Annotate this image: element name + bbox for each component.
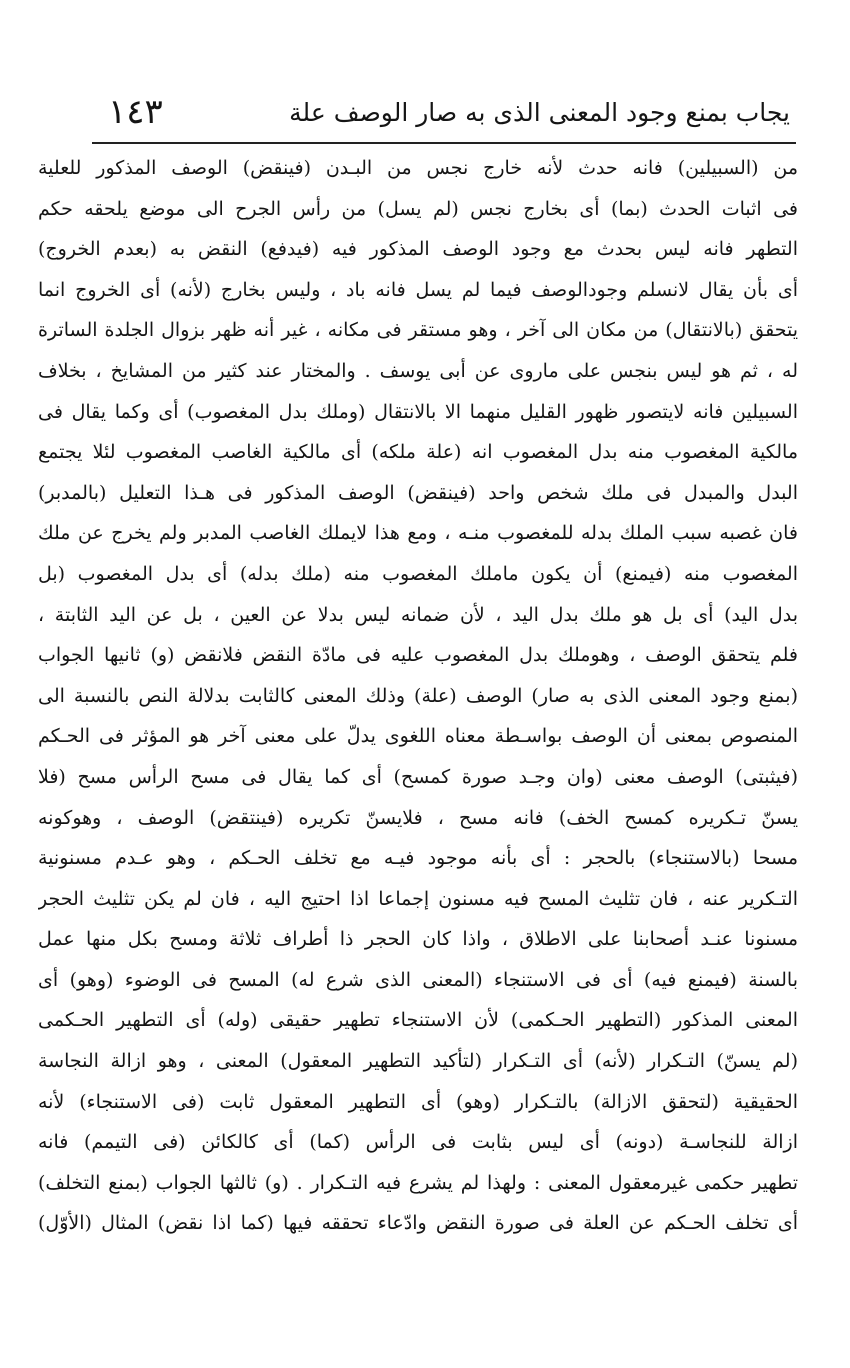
- page-number: ١٤٣: [108, 92, 163, 132]
- text-line: المغصوب منه (فيمنع) أن يكون ماملك المغصوب منه (ملك بدله) أى بدل المغصوب (بل: [38, 562, 798, 585]
- text-line: مسحا (بالاستنجاء) بالحجر : أى بأنه موجود فيـه مع تخلف الحـكم ، وهو عـدم مسنونية: [38, 847, 798, 870]
- text-line: له ، ثم هو ليس بنجس على ماروى عن أبى يوسف . والمختار عند كثير من المشايخ ، بخلاف: [38, 359, 798, 382]
- text-line: البدل والمبدل فى ملك شخص واحد (فينقض) الوصف المذكور فى هـذا التعليل (بالمدبر): [38, 481, 798, 504]
- text-line: التـكرير عنه ، فان تثليث المسح فيه مسنون إجماعا اذا احتيج اليه ، فان لم يكن تثليث الحجر: [38, 887, 798, 910]
- text-line: التطهر فانه ليس بحدث مع وجود الوصف المذكور فيه (فيدفع) النقض به (بعدم الخروج): [38, 238, 798, 261]
- text-line: بالسنة (فيمنع فيه) أى فى الاستنجاء (المعنى الذى شرع له) المسح فى الوضوء (وهو) أى: [38, 968, 798, 991]
- text-line: المعنى المذكور (التطهير الحـكمى) لأن الاستنجاء تطهير حقيقى (وله) أى التطهير الحـكمى: [38, 1009, 798, 1032]
- page-header: [100, 92, 790, 136]
- text-line: تطهير حكمى غيرمعقول المعنى : ولهذا لم يشرع فيه التـكرار . (و) ثالثها الجواب (بمنع التخلف): [38, 1171, 798, 1194]
- text-line: (فيثبتى) الوصف معنى (وان وجـد صورة كمسح) أى كما يقال فى مسح الرأس مسح (فلا: [38, 765, 798, 788]
- text-line: يتحقق (بالانتقال) من مكان الى آخر ، وهو مستقر فى مكانه ، غير أنه ظهر بزوال الجلدة الساترة: [38, 319, 798, 342]
- text-line: مسنونا عنـد أصحابنا على الاطلاق ، واذا كان الحجر ذا أطراف ثلاثة ومسح بكل منها عمل: [38, 928, 798, 951]
- text-line: (لم يسنّ) التـكرار (لأنه) أى التـكرار (لتأكيد التطهير المعقول) المعنى ، وهو ازالة النجاسة: [38, 1050, 798, 1073]
- text-line: يسنّ تـكريره كمسح الخف) فانه مسح ، فلايسنّ تكريره (فينتقض) الوصف ، وهوكونه: [38, 806, 798, 829]
- text-line: ازالة للنجاسـة (دونه) أى ليس بثابت فى الرأس (كما) أى كالكائن (فى التيمم) فانه: [38, 1131, 798, 1154]
- header-rule: [92, 142, 796, 144]
- text-line: المنصوص بمعنى أن الوصف بواسـطة معناه اللغوى يدلّ على معنى آخر هو المؤثر فى الحـكم: [38, 725, 798, 748]
- body-text: [38, 148, 798, 1244]
- text-line: الحقيقية (لتحقق الازالة) بالتـكرار (وهو) أى التطهير المعقول ثابت (فى الاستنجاء) لأنه: [38, 1090, 798, 1113]
- text-line: مالكية المغصوب منه بدل المغصوب انه (علة ملكه) أى مالكية الغاصب المغصوب لئلا يجتمع: [38, 441, 798, 464]
- text-line: فلم يتحقق الوصف ، وهوملك بدل المغصوب عليه فى مادّة النقض فلانقض (و) ثانيها الجواب: [38, 644, 798, 667]
- text-line: السبيلين فانه لايتصور ظهور القليل منهما الا بالانتقال (وملك بدل المغصوب) أى وكما يقال فى: [38, 400, 798, 423]
- text-line: من (السبيلين) فانه حدث لأنه خارج نجس من البـدن (فينقض) الوصف المذكور للعلية: [38, 157, 798, 179]
- text-line: أى بأن يقال لانسلم وجودالوصف فيما لم يسل فانه باد ، وليس بخارج (لأنه) أى الخروج انما: [38, 278, 798, 301]
- text-line: فان غصبه سبب الملك بدله للمغصوب منـه ، ومع هذا لايملك الغاصب المدبر ولم يخرج عن ملك: [38, 522, 798, 545]
- text-line: بدل اليد) أى بل هو ملك بدل اليد ، لأن ضمانه ليس بدلا عن العين ، بل عن اليد الثابتة ،: [38, 603, 798, 626]
- text-line: أى تخلف الحـكم عن العلة فى صورة النقض وادّعاء تحققه فيها (كما اذا نقض) المثال (الأوّل): [38, 1212, 798, 1235]
- running-title: يجاب بمنع وجود المعنى الذى به صار الوصف علة: [289, 98, 790, 127]
- text-line: فى اثبات الحدث (بما) أى بخارج نجس (لم يسل) من رأس الجرح الى موضع يلحقه حكم: [38, 197, 798, 220]
- text-line: (بمنع وجود المعنى الذى به صار) الوصف (علة) وذلك المعنى كالثابت بدلالة النص بالنسبة الى: [38, 684, 798, 707]
